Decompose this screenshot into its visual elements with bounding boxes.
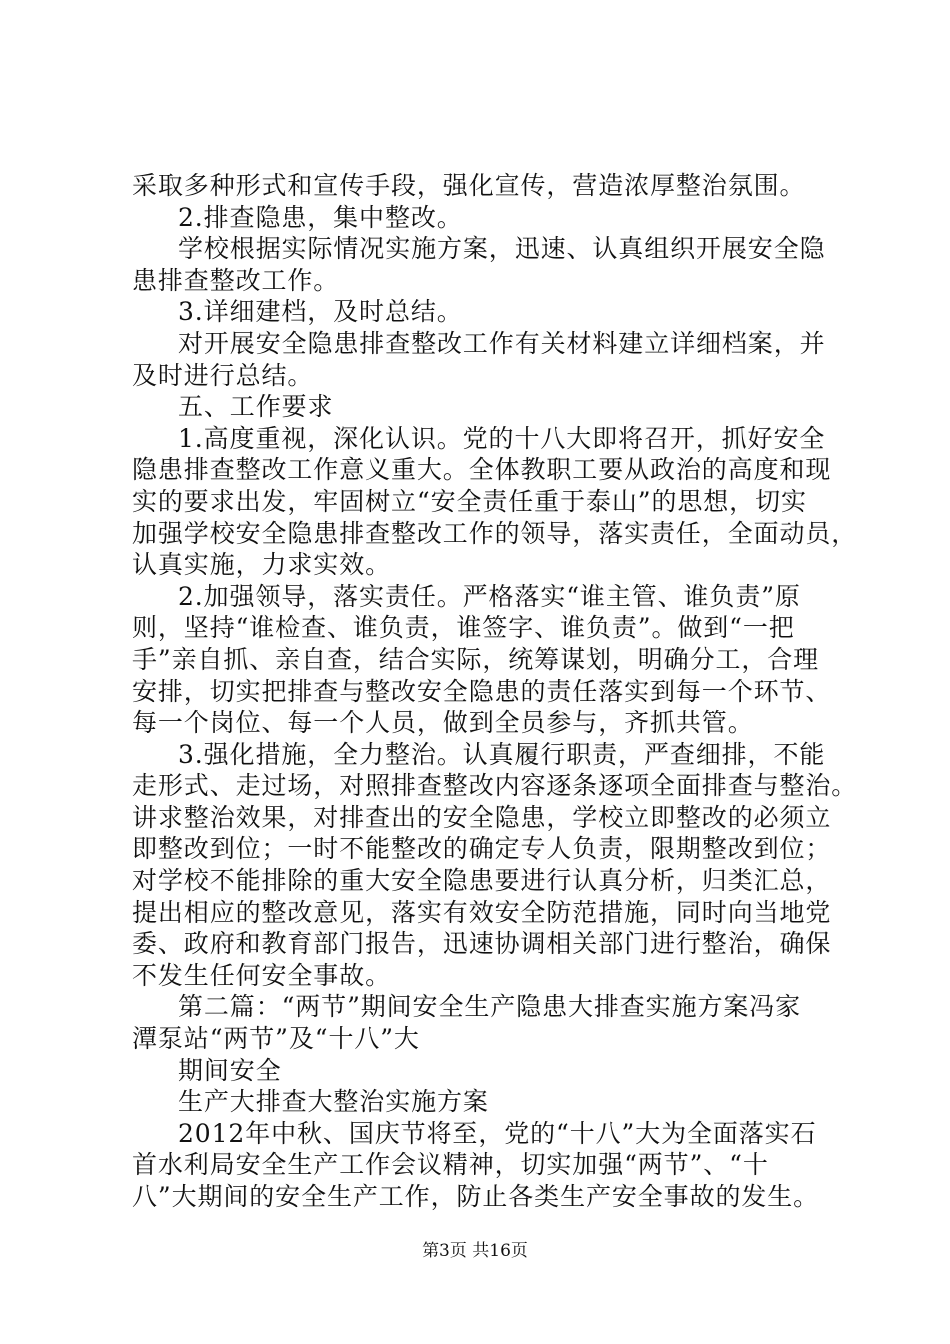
text-line: 3.详细建档，及时总结。 <box>178 297 463 327</box>
text-line: 对学校不能排除的重大安全隐患要进行认真分析，归类汇总， <box>132 866 832 896</box>
text-line: 患排查整改工作。 <box>132 265 340 295</box>
text-line: 及时进行总结。 <box>132 360 314 390</box>
document-body <box>132 170 858 1213</box>
page-number: 第3页 共16页 <box>422 1241 528 1261</box>
text-line: 潭泵站“两节”及“十八”大 <box>132 1024 420 1054</box>
text-line: 2012年中秋、国庆节将至，党的“十八”大为全面落实石 <box>178 1118 817 1148</box>
text-line: 手”亲自抓、亲自查，结合实际，统筹谋划，明确分工，合理 <box>132 644 820 674</box>
text-line: 则，坚持“谁检查、谁负责，谁签字、谁负责”。做到“一把 <box>132 613 795 643</box>
text-line: 首水利局安全生产工作会议精神，切实加强“两节”、“十 <box>132 1150 769 1180</box>
text-line: 委、政府和教育部门报告，迅速协调相关部门进行整治，确保 <box>132 929 832 959</box>
text-line: 五、工作要求 <box>178 392 334 422</box>
text-line: 走形式、走过场，对照排查整改内容逐条逐项全面排查与整治。 <box>132 771 858 801</box>
text-line: 八”大期间的安全生产工作，防止各类生产安全事故的发生。 <box>132 1182 820 1211</box>
text-line: 提出相应的整改意见，落实有效安全防范措施，同时向当地党 <box>132 897 832 927</box>
text-line: 采取多种形式和宣传手段，强化宣传，营造浓厚整治氛围。 <box>132 171 806 200</box>
text-line: 每一个岗位、每一个人员，做到全员参与，齐抓共管。 <box>132 708 754 738</box>
page-footer <box>0 1240 950 1262</box>
text-line: 安排，切实把排查与整改安全隐患的责任落实到每一个环节、 <box>132 676 832 706</box>
text-line: 隐患排查整改工作意义重大。全体教职工要从政治的高度和现 <box>132 455 832 485</box>
text-line: 2.加强领导，落实责任。严格落实“谁主管、谁负责”原 <box>178 581 801 611</box>
text-line: 对开展安全隐患排查整改工作有关材料建立详细档案，并 <box>178 328 826 358</box>
text-line: 讲求整治效果，对排查出的安全隐患，学校立即整改的必须立 <box>132 802 832 832</box>
text-line: 实的要求出发，牢固树立“安全责任重于泰山”的思想，切实 <box>132 486 807 516</box>
text-line: 不发生任何安全事故。 <box>132 960 392 990</box>
text-line: 认真实施，力求实效。 <box>132 550 392 580</box>
text-line: 2.排查隐患，集中整改。 <box>178 202 463 232</box>
text-line: 即整改到位；一时不能整改的确定专人负责，限期整改到位； <box>132 834 832 864</box>
text-line: 生产大排查大整治实施方案 <box>178 1087 489 1117</box>
text-line: 第二篇：“两节”期间安全生产隐患大排查实施方案冯家 <box>178 992 802 1022</box>
text-line: 3.强化措施，全力整治。认真履行职责，严查细排，不能 <box>178 739 826 769</box>
text-line: 学校根据实际情况实施方案，迅速、认真组织开展安全隐 <box>178 234 826 264</box>
text-line: 加强学校安全隐患排查整改工作的领导，落实责任，全面动员， <box>132 518 858 548</box>
text-line: 1.高度重视，深化认识。党的十八大即将召开，抓好安全 <box>178 423 826 453</box>
text-line: 期间安全 <box>178 1055 282 1085</box>
